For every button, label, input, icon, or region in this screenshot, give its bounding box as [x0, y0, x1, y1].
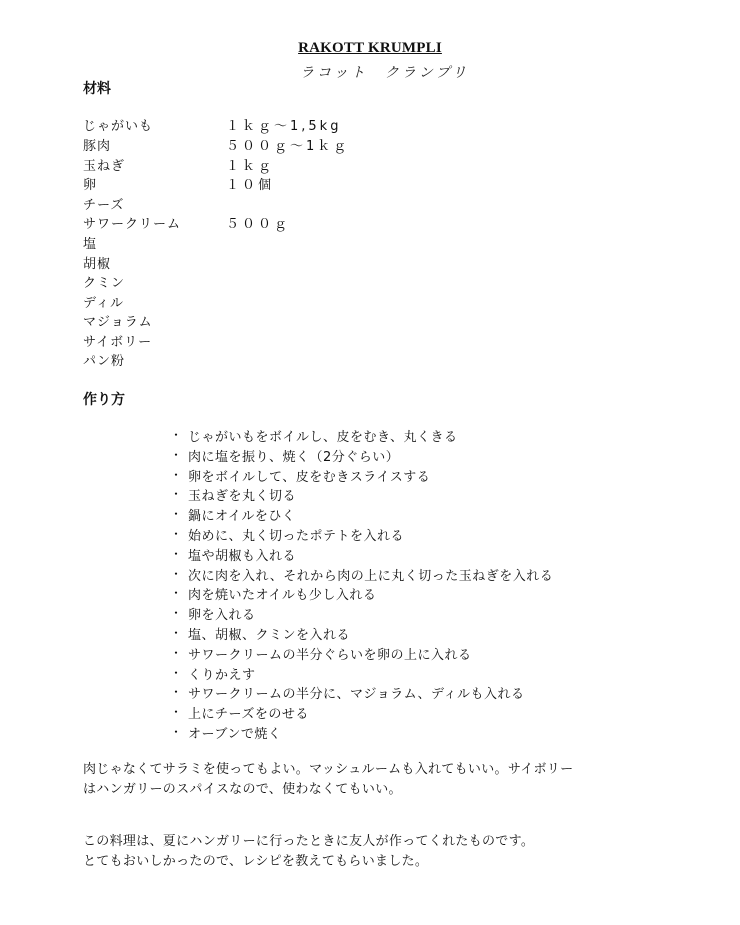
method-step-text: サワークリームの半分ぐらいを卵の上に入れる	[188, 647, 472, 663]
method-step-text: 肉を焼いたオイルも少し入れる	[188, 588, 377, 604]
note-line: はハンガリーのスパイスなので、使わなくてもいい。	[83, 782, 402, 797]
bullet-dot-icon: ・	[170, 507, 183, 522]
bullet-dot-icon: ・	[170, 625, 183, 640]
method-step-text: 玉ねぎを丸く切る	[188, 489, 297, 505]
method-step	[170, 683, 553, 703]
method-step	[170, 723, 553, 743]
method-step	[170, 703, 553, 723]
ingredient-quantity: ５００ｇ	[226, 217, 291, 232]
method-step	[170, 565, 553, 585]
method-step-text: 始めに、丸く切ったポテトを入れる	[188, 528, 405, 544]
ingredient-name: 卵	[83, 178, 98, 193]
method-step	[170, 664, 553, 684]
method-step-text: オーブンで焼く	[188, 726, 282, 742]
method-step-text: 次に肉を入れ、それから肉の上に丸く切った玉ねぎを入れる	[188, 568, 554, 584]
ingredient-name: 豚肉	[83, 139, 112, 154]
ingredient-name: サイボリー	[83, 335, 153, 350]
method-step	[170, 466, 553, 486]
ingredient-name: サワークリーム	[83, 217, 182, 232]
method-step	[170, 525, 553, 545]
method-step	[170, 545, 553, 565]
method-step-text: サワークリームの半分に、マジョラム、ディルも入れる	[188, 687, 525, 703]
note-paragraph-variations	[83, 760, 683, 800]
method-step-text: くりかえす	[188, 667, 256, 683]
bullet-dot-icon: ・	[170, 685, 183, 700]
method-step-text: 上にチーズをのせる	[188, 707, 309, 723]
bullet-dot-icon: ・	[170, 665, 183, 680]
method-step	[170, 624, 553, 644]
ingredient-name: パン粉	[83, 354, 126, 369]
bullet-dot-icon: ・	[170, 724, 183, 739]
recipe-subtitle-handwritten: ラコット クランプリ	[300, 65, 470, 81]
ingredient-name: 胡椒	[83, 257, 112, 272]
ingredient-name: マジョラム	[83, 315, 153, 330]
method-step	[170, 485, 553, 505]
bullet-dot-icon: ・	[170, 467, 183, 482]
method-step	[170, 505, 553, 525]
ingredient-name: じゃがいも	[83, 119, 154, 134]
note-line: とてもおいしかったので、レシピを教えてもらいました。	[83, 854, 429, 869]
bullet-dot-icon: ・	[170, 428, 183, 442]
bullet-dot-icon: ・	[170, 447, 183, 462]
note-line: 肉じゃなくてサラミを使ってもよい。マッシュルームも入れてもいい。サイボリー	[83, 762, 574, 777]
method-step-text: 鍋にオイルをひく	[188, 509, 296, 525]
ingredient-name: 塩	[83, 237, 98, 252]
bullet-dot-icon: ・	[170, 566, 183, 581]
recipe-title: RAKOTT KRUMPLI	[298, 40, 442, 56]
bullet-dot-icon: ・	[170, 546, 183, 561]
method-step	[170, 584, 553, 604]
bullet-dot-icon: ・	[170, 487, 183, 502]
method-step-text: 塩や胡椒も入れる	[188, 548, 297, 564]
method-step-text: 肉に塩を振り、焼く（2分ぐらい）	[188, 449, 400, 465]
bullet-dot-icon: ・	[170, 645, 183, 660]
method-steps-list	[170, 426, 553, 743]
method-heading: 作り方	[83, 392, 125, 408]
ingredient-quantity: １０個	[226, 178, 275, 193]
note-line: この料理は、夏にハンガリーに行ったときに友人が作ってくれたものです。	[83, 834, 535, 849]
method-step-text: じゃがいもをボイルし、皮をむき、丸くきる	[188, 430, 458, 445]
method-step	[170, 426, 553, 446]
bullet-dot-icon: ・	[170, 705, 183, 720]
ingredient-name: 玉ねぎ	[83, 159, 126, 174]
ingredient-name: クミン	[83, 276, 126, 291]
method-step	[170, 604, 553, 624]
method-step	[170, 446, 553, 466]
bullet-dot-icon: ・	[170, 606, 183, 621]
method-step-text: 塩、胡椒、クミンを入れる	[188, 627, 351, 643]
ingredient-name: ディル	[83, 296, 124, 311]
method-step-text: 卵をボイルして、皮をむきスライスする	[188, 469, 431, 485]
method-step-text: 卵を入れる	[188, 608, 256, 624]
method-step	[170, 644, 553, 664]
bullet-dot-icon: ・	[170, 586, 183, 601]
ingredient-quantity: １ｋｇ～1,5kg	[226, 119, 342, 134]
ingredients-heading: 材料	[83, 81, 111, 97]
bullet-dot-icon: ・	[170, 526, 183, 541]
ingredient-quantity: １ｋｇ	[226, 159, 275, 174]
ingredient-quantity: ５００ｇ～1ｋｇ	[226, 139, 350, 154]
note-paragraph-origin	[83, 832, 683, 872]
ingredient-name: チーズ	[83, 198, 125, 213]
